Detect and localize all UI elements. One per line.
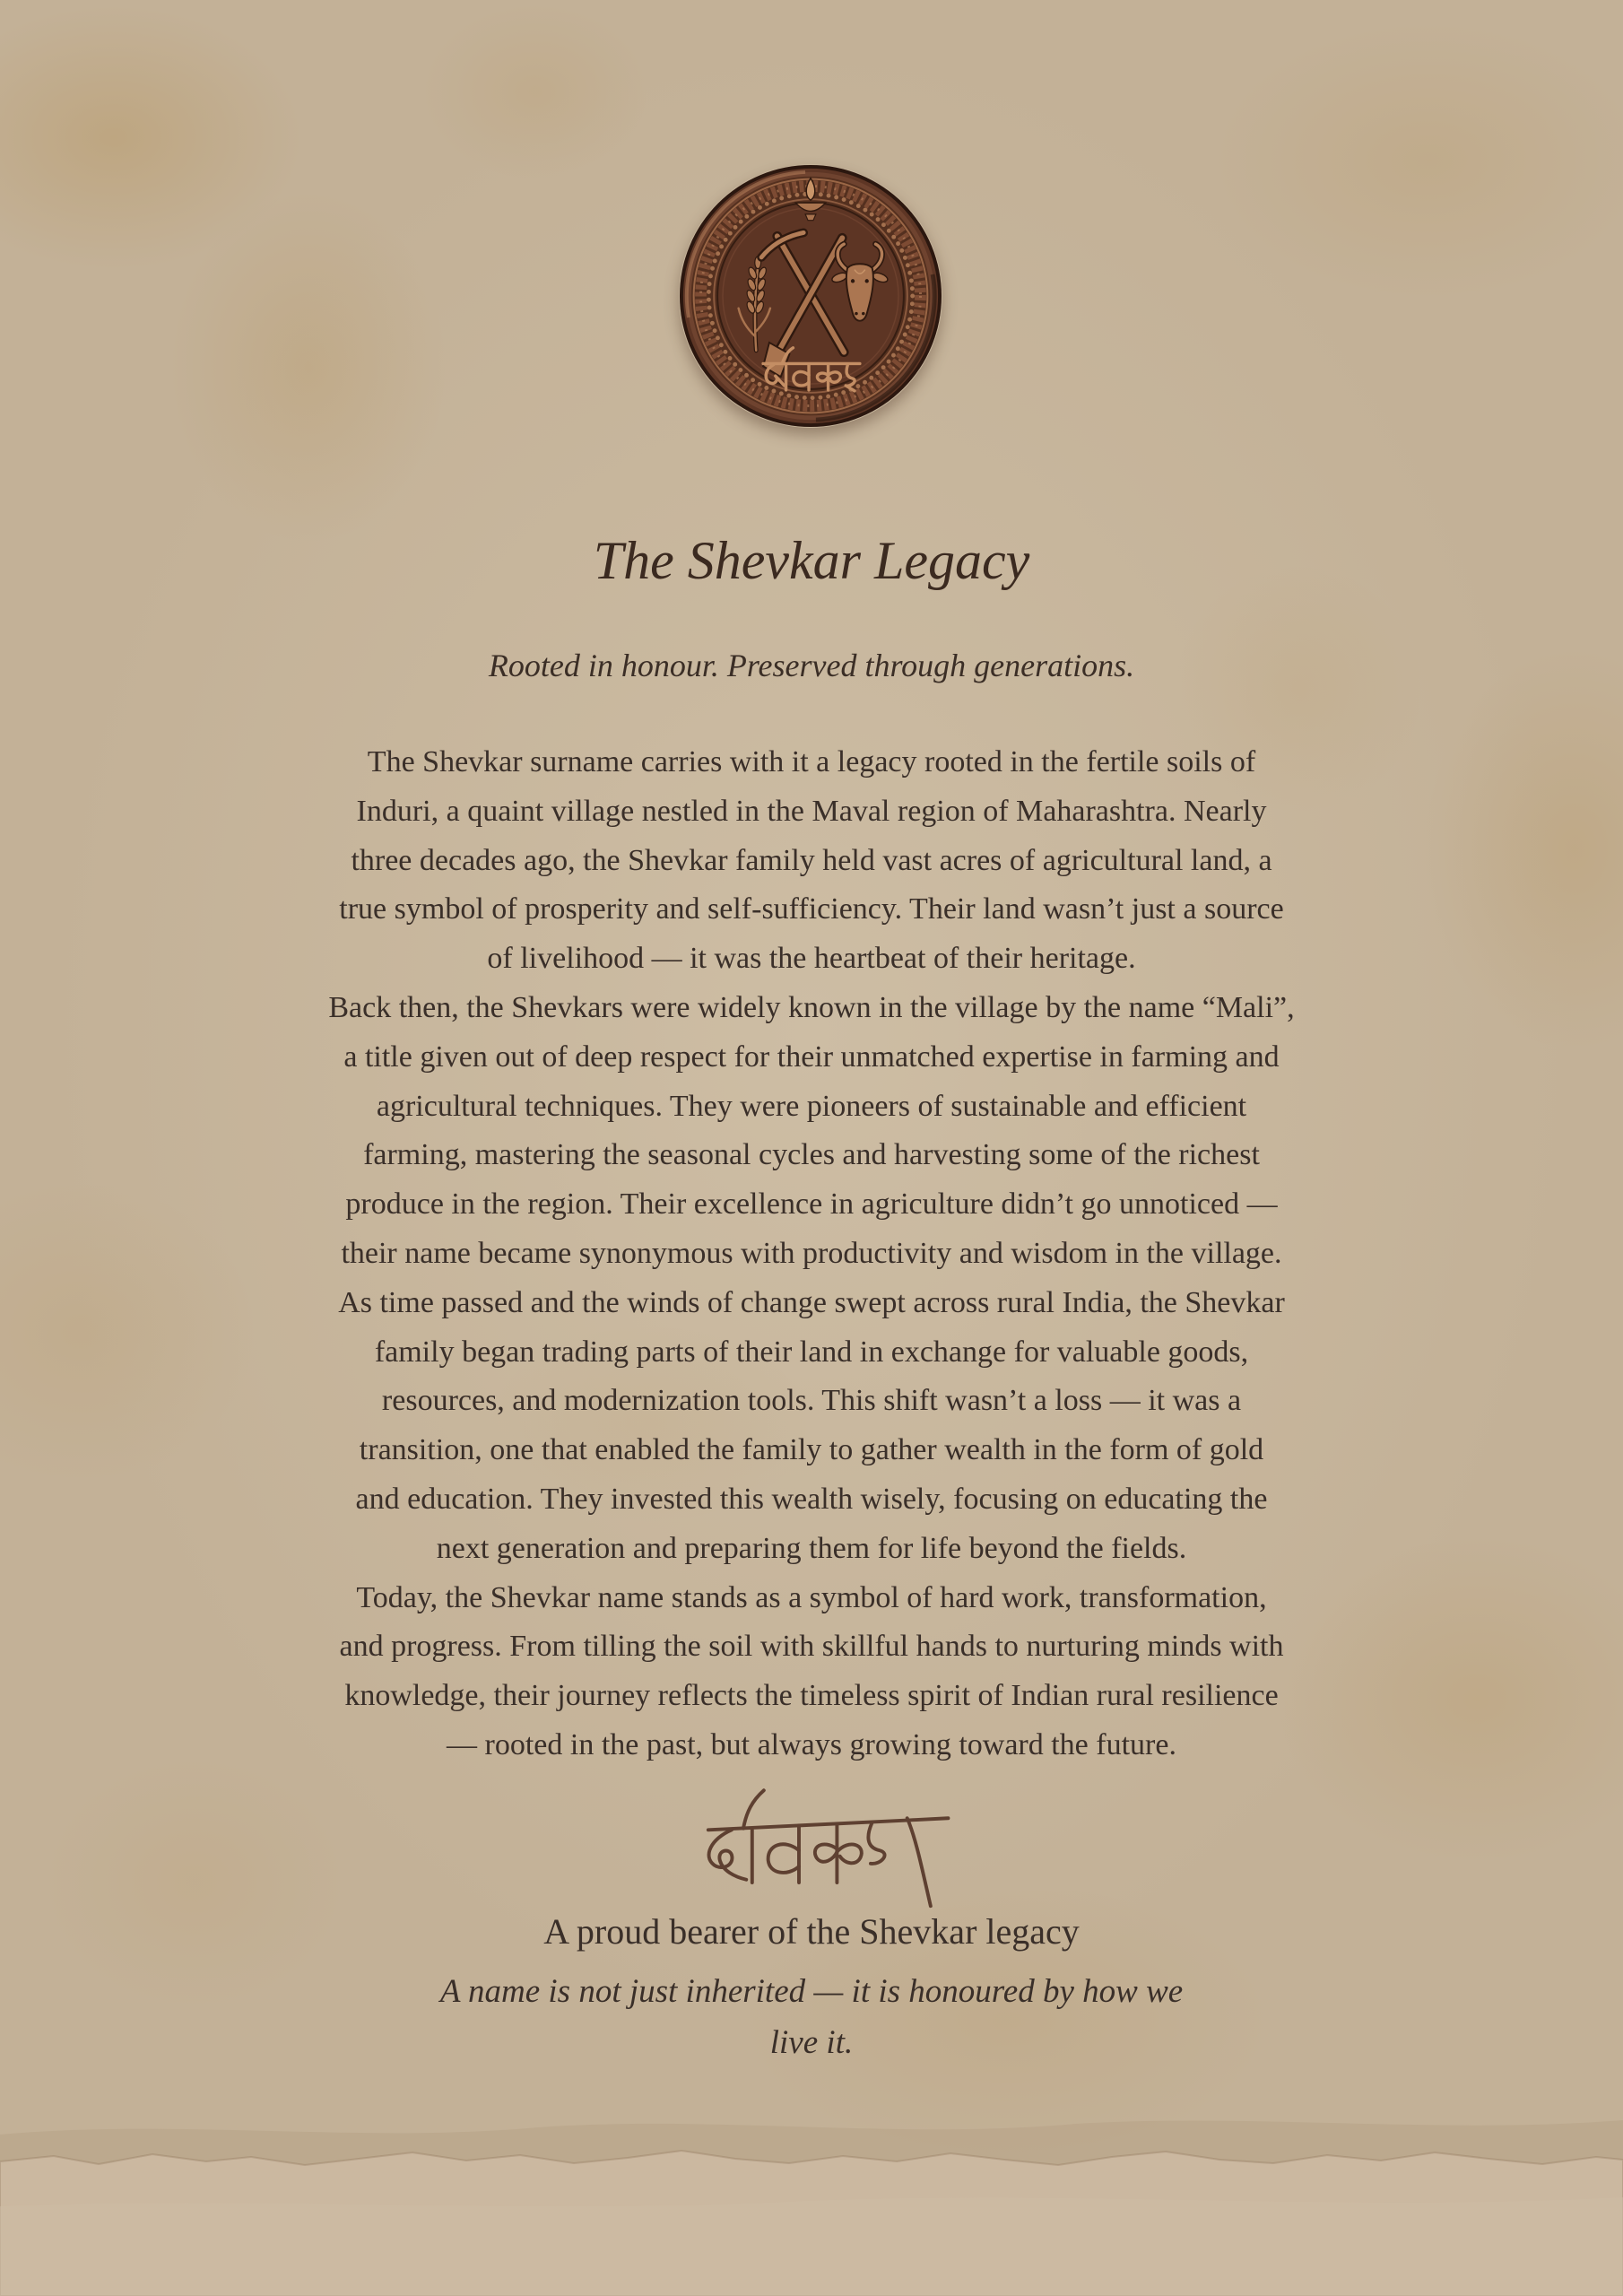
body-paragraph-4 — [0, 1574, 1623, 1770]
body-line: Back then, the Shevkars were widely known in the village by the name “Mali”, — [328, 990, 1295, 1024]
legacy-story — [0, 738, 1623, 1770]
body-line: and progress. From tilling the soil with skillful hands to nurturing minds with — [339, 1630, 1284, 1664]
body-line: a title given out of deep respect for their unmatched expertise in farming and — [343, 1039, 1280, 1074]
body-line: family began trading parts of their land in exchange for valuable goods, — [374, 1335, 1249, 1369]
body-line: Induri, a quaint village nestled in the Maval region of Maharashtra. Nearly — [356, 794, 1267, 828]
page-subtitle: Rooted in honour. Preserved through generations. — [488, 648, 1135, 683]
body-paragraph-3 — [0, 1279, 1623, 1574]
body-line: agricultural techniques. They were pioneers of sustainable and efficient — [376, 1089, 1247, 1123]
body-paragraph-2 — [0, 984, 1623, 1279]
closing-quote-line: live it. — [769, 2023, 854, 2061]
body-line: — rooted in the past, but always growing toward the future. — [447, 1727, 1176, 1761]
body-line: true symbol of prosperity and self-sufficiency. Their land wasn’t just a source — [339, 892, 1284, 926]
body-line: Today, the Shevkar name stands as a symbol of hard work, transformation, — [356, 1580, 1267, 1614]
body-line: resources, and modernization tools. This shift wasn’t a loss — it was a — [381, 1384, 1242, 1418]
torn-paper-edge — [0, 2108, 1623, 2296]
signature — [688, 1783, 966, 1919]
closing-quote — [0, 1966, 1623, 2068]
body-line: of livelihood — it was the heartbeat of their heritage. — [487, 942, 1136, 976]
closing-quote-line: A name is not just inherited — it is honoured by how we — [439, 1972, 1184, 2010]
seal-emblem — [679, 164, 942, 428]
body-line: farming, mastering the seasonal cycles and harvesting some of the richest — [363, 1138, 1260, 1172]
body-line: transition, one that enabled the family to gather wealth in the form of gold — [359, 1433, 1264, 1467]
body-line: and education. They invested this wealth wisely, focusing on educating the — [355, 1482, 1268, 1516]
body-line: three decades ago, the Shevkar family held vast acres of agricultural land, a — [351, 843, 1272, 877]
page-title: The Shevkar Legacy — [593, 531, 1030, 590]
body-line: The Shevkar surname carries with it a legacy rooted in the fertile soils of — [367, 745, 1256, 778]
bearer-line: A proud bearer of the Shevkar legacy — [543, 1911, 1080, 1952]
body-line: their name became synonymous with productivity and wisdom in the village. — [341, 1236, 1282, 1270]
body-line: produce in the region. Their excellence in agriculture didn’t go unnoticed — — [345, 1187, 1278, 1222]
body-line: knowledge, their journey reflects the timeless spirit of Indian rural resilience — [344, 1679, 1279, 1713]
body-paragraph-1 — [0, 738, 1623, 984]
body-line: next generation and preparing them for life beyond the fields. — [436, 1531, 1187, 1565]
body-line: As time passed and the winds of change swept across rural India, the Shevkar — [338, 1285, 1285, 1319]
